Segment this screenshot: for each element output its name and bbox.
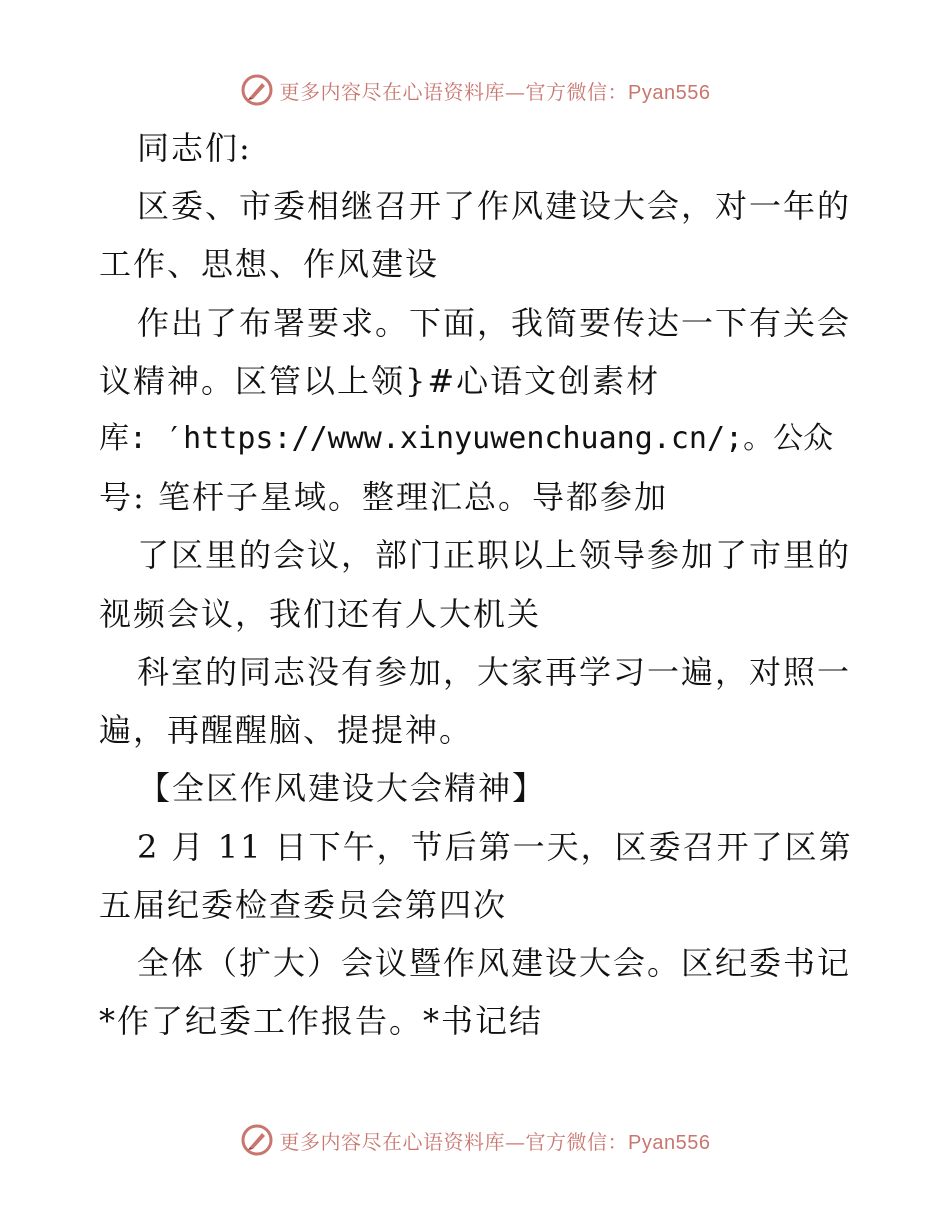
watermark-text: 更多内容尽在心语资料库—官方微信：Pyan556 bbox=[279, 79, 711, 104]
paragraph-line: 区委、市委相继召开了作风建设大会，对一年的 bbox=[137, 187, 852, 225]
paragraph-line: 作出了布署要求。下面，我简要传达一下有关会 bbox=[137, 304, 852, 342]
paragraph-line: 五届纪委检查委员会第四次 bbox=[99, 886, 508, 924]
section-heading: 【全区作风建设大会精神】 bbox=[138, 769, 547, 807]
header-watermark bbox=[0, 70, 950, 110]
paragraph-line: 全体（扩大）会议暨作风建设大会。区纪委书记 bbox=[137, 944, 852, 982]
pen-logo-icon bbox=[240, 73, 274, 107]
paragraph-line: 2 月 11 日下午，节后第一天，区委召开了区第 bbox=[137, 828, 853, 866]
paragraph-line: 了区里的会议，部门正职以上领导参加了市里的 bbox=[137, 536, 852, 574]
paragraph-line: 议精神。区管以上领}#心语文创素材 bbox=[99, 362, 661, 400]
paragraph-line: 号: 笔杆子星域。整理汇总。导都参加 bbox=[99, 478, 668, 516]
salutation: 同志们: bbox=[137, 129, 252, 167]
paragraph-line: 视频会议，我们还有人大机关 bbox=[99, 595, 542, 633]
paragraph-line: 遍，再醒醒脑、提提神。 bbox=[99, 711, 474, 749]
watermark-text: 更多内容尽在心语资料库—官方微信：Pyan556 bbox=[279, 1129, 711, 1154]
footer-watermark bbox=[0, 1120, 950, 1160]
pen-logo-icon bbox=[240, 1123, 274, 1157]
paragraph-line: 科室的同志没有参加，大家再学习一遍，对照一 bbox=[137, 653, 852, 691]
paragraph-line: 库: ′https://www.xinyuwenchuang.cn/;。公众 bbox=[99, 421, 834, 456]
paragraph-line: 工作、思想、作风建设 bbox=[99, 245, 440, 283]
paragraph-line: *作了纪委工作报告。*书记结 bbox=[99, 1002, 544, 1040]
